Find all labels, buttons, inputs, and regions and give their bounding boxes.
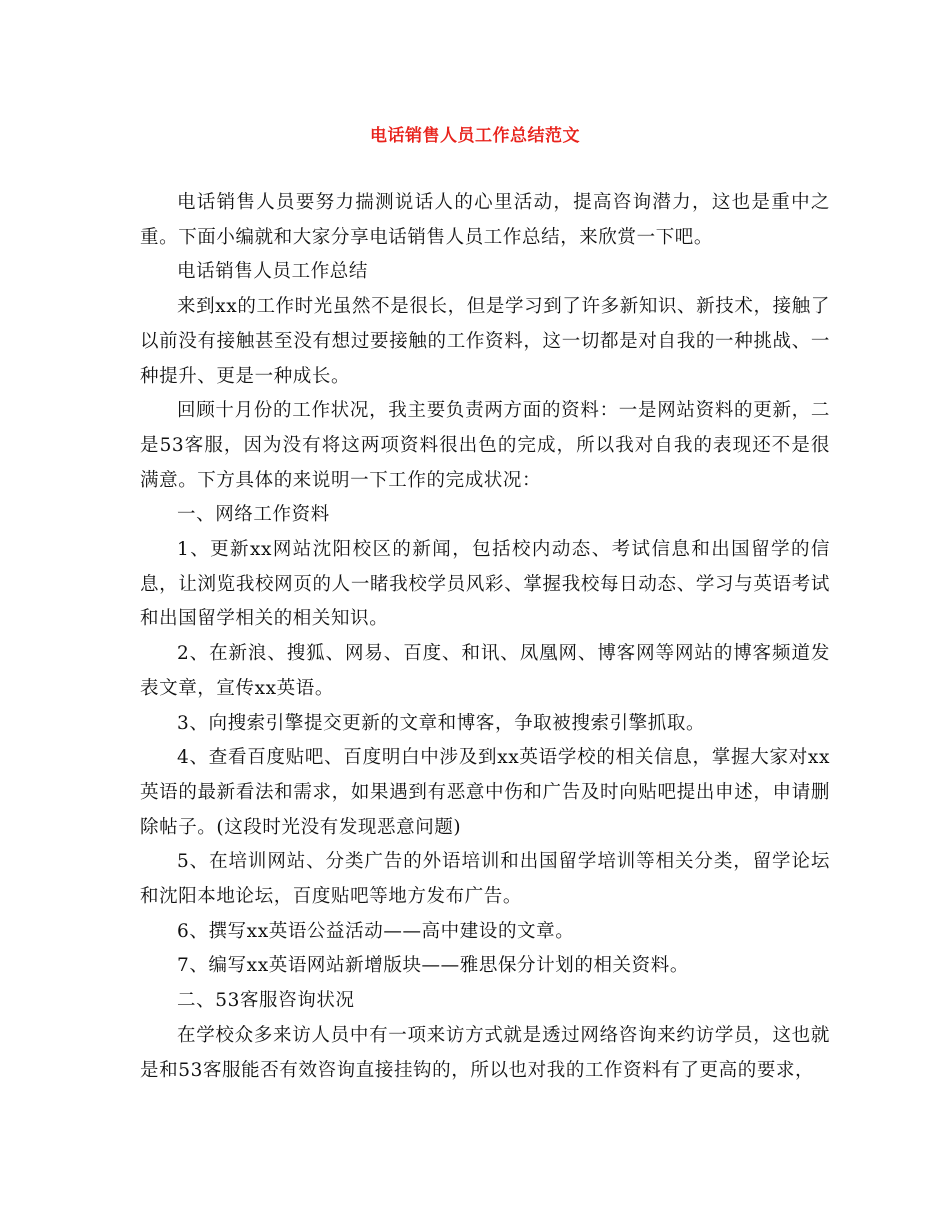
list-item: 6、撰写xx英语公益活动——高中建设的文章。 [177,920,575,942]
list-item: 2、在新浪、搜狐、网易、百度、和讯、凤凰网、博客网等网站的博客频道发表文章，宣传xx英语。 [140,643,830,699]
paragraph-intro: 电话销售人员要努力揣测说话人的心里活动，提高咨询潜力，这也是重中之重。下面小编就和大家分享电话销售人员工作总结，来欣赏一下吧。 [140,192,830,248]
paragraph-experience: 来到xx的工作时光虽然不是很长，但是学习到了许多新知识、新技术，接触了以前没有接触甚至没有想过要接触的工作资料，这一切都是对自我的一种挑战、一种提升、更是一种成长。 [140,296,830,387]
list-item: 1、更新xx网站沈阳校区的新闻，包括校内动态、考试信息和出国留学的信息，让浏览我校网页的人一睹我校学员风彩、掌握我校每日动态、学习与英语考试和出国留学相关的相关知识。 [140,539,830,630]
list-item: 5、在培训网站、分类广告的外语培训和出国留学培训等相关分类，留学论坛和沈阳本地论坛，百度贴吧等地方发布广告。 [140,851,830,908]
list-item: 4、查看百度贴吧、百度明白中涉及到xx英语学校的相关信息，掌握大家对xx英语的最新看法和需求，如果遇到有恶意中伤和广告及时向贴吧提出申述，申请删除帖子。(这段时光没有发现恶意问题) [140,747,830,838]
section-heading-network: 一、网络工作资料 [177,504,330,526]
list-item: 7、编写xx英语网站新增版块——雅思保分计划的相关资料。 [177,955,689,977]
list-item: 3、向搜索引擎提交更新的文章和博客，争取被搜索引擎抓取。 [177,712,706,734]
document-title: 电话销售人员工作总结范文 [370,126,580,146]
paragraph-subtitle: 电话销售人员工作总结 [177,261,369,283]
document-body [140,186,830,1088]
section-heading-customer-service: 二、53客服咨询状况 [177,990,355,1012]
paragraph-review: 回顾十月份的工作状况，我主要负责两方面的资料：一是网站资料的更新，二是53客服，因为没有将这两项资料很出色的完成，所以我对自我的表现还不是很满意。下方具体的来说明一下工作的完成状况： [140,400,830,491]
paragraph-customer-service: 在学校众多来访人员中有一项来访方式就是透过网络咨询来约访学员，这也就是和53客服能否有效咨询直接挂钩的，所以也对我的工作资料有了更高的要求， [140,1024,830,1081]
